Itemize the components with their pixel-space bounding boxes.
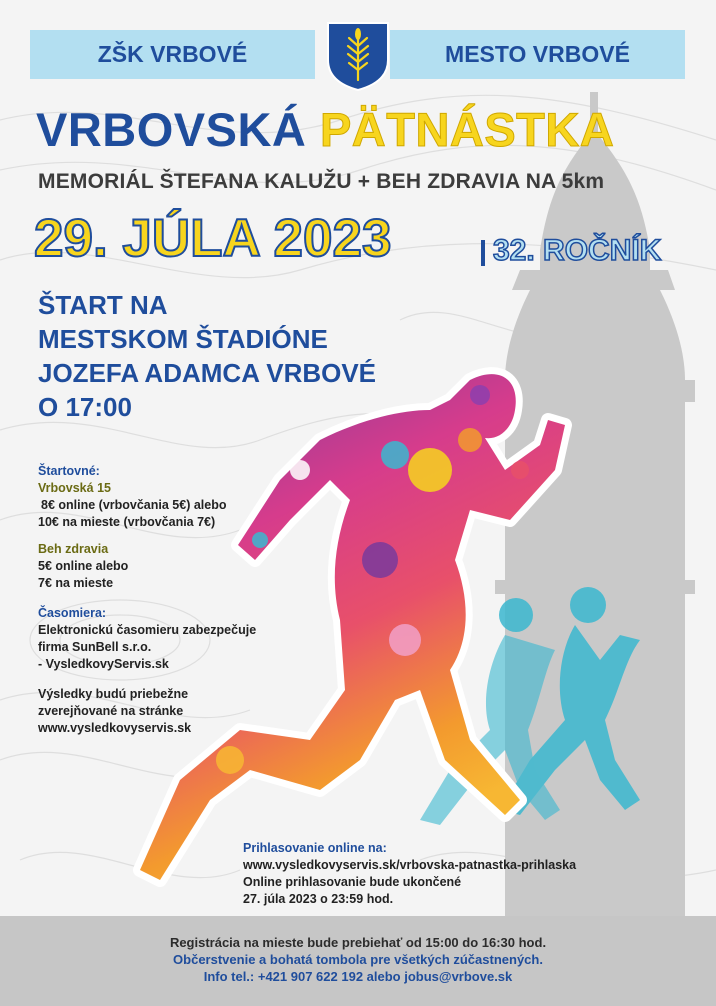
start-line: MESTSKOM ŠTADIÓNE	[38, 324, 328, 354]
town-crest-wheat-icon	[325, 20, 391, 92]
footer-contact[interactable]: Info tel.: +421 907 622 192 alebo jobus@vrbove.sk	[203, 969, 513, 984]
date-separator	[481, 240, 485, 266]
event-subtitle: MEMORIÁL ŠTEFANA KALUŽU + BEH ZDRAVIA NA 5km	[38, 170, 605, 193]
online-registration-deadline: 27. júla 2023 o 23:59 hod.	[243, 892, 394, 906]
club-name: ZŠK VRBOVÉ	[97, 41, 248, 67]
health-run-online: 5€ online alebo	[38, 559, 129, 573]
header-club-label	[30, 30, 315, 79]
results-link[interactable]: www.vysledkovyservis.sk	[38, 721, 192, 735]
start-info	[38, 288, 376, 424]
health-run-section	[38, 541, 128, 592]
health-run-label: Beh zdravia	[38, 542, 109, 556]
online-registration-note: Online prihlasovanie bude ukončené	[243, 875, 462, 889]
online-registration-label: Prihlasovanie online na:	[243, 841, 387, 855]
timing-line: Elektronickú časomieru zabezpečuje	[38, 623, 257, 637]
footer-info	[0, 934, 716, 985]
timing-line: firma SunBell s.r.o.	[38, 640, 152, 654]
results-line: zverejňované na stránke	[38, 704, 184, 718]
start-line: O 17:00	[38, 392, 132, 422]
health-run-onsite: 7€ na mieste	[38, 576, 114, 590]
event-title-part1: VRBOVSKÁ	[36, 103, 307, 156]
fees-onsite: 10€ na mieste (vrbovčania 7€)	[38, 515, 216, 529]
fees-section	[38, 463, 226, 531]
footer-refreshments: Občerstvenie a bohatá tombola pre všetkých zúčastnených.	[173, 952, 543, 967]
start-line: JOZEFA ADAMCA VRBOVÉ	[38, 358, 377, 388]
header-town-label	[390, 30, 685, 79]
timing-section	[38, 605, 256, 673]
online-registration-url[interactable]: www.vysledkovyservis.sk/vrbovska-patnastka-prihlaska	[243, 858, 577, 872]
results-section	[38, 686, 191, 737]
fees-race-name: Vrbovská 15	[38, 481, 111, 495]
fees-online: 8€ online (vrbovčania 5€) alebo	[41, 498, 227, 512]
event-title	[36, 103, 615, 156]
footer-registration: Registrácia na mieste bude prebiehať od 15:00 do 16:30 hod.	[169, 935, 547, 950]
timing-line: - VysledkovyServis.sk	[38, 657, 169, 671]
event-title-part2: PÄTNÁSTKA	[319, 103, 615, 156]
timing-label: Časomiera:	[38, 606, 107, 620]
results-line: Výsledky budú priebežne	[38, 687, 189, 701]
event-edition: 32. ROČNÍK	[493, 234, 662, 267]
start-line: ŠTART NA	[38, 290, 168, 320]
fees-label: Štartovné:	[38, 464, 100, 478]
online-registration	[243, 840, 576, 908]
town-name: MESTO VRBOVÉ	[445, 41, 630, 67]
event-date: 29. JÚLA 2023	[34, 209, 392, 268]
